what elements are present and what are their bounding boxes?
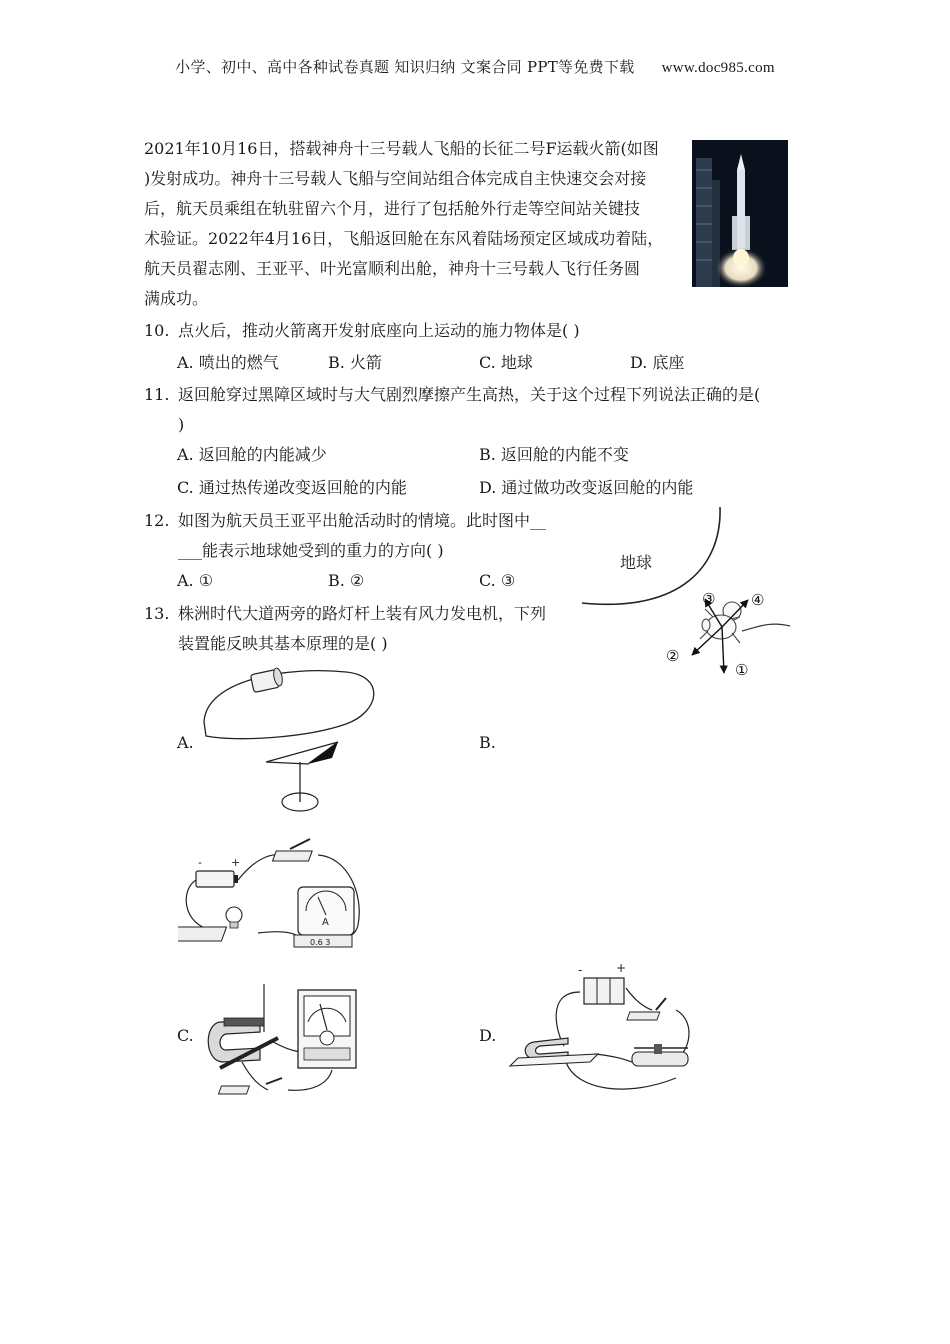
question-text-cont: ) [178,415,185,434]
q12-option-b[interactable]: B. ② [328,571,365,590]
q11-option-d[interactable]: D. 通过做功改变返回舱的内能 [479,478,694,497]
page-header [0,56,950,77]
svg-text:-: - [198,856,202,869]
q10-option-b[interactable]: B. 火箭 [328,353,382,372]
rocket-launch-illustration [692,140,788,287]
q11-option-c[interactable]: C. 通过热传递改变返回舱的内能 [177,478,407,497]
passage-line: 术验证。2022年4月16日，飞船返回舱在东风着陆场预定区域成功着陆， [144,229,664,248]
question-12 [144,506,574,566]
figure-a-oersted [196,660,382,818]
question-number: 12. [144,511,170,530]
battery-pack-icon [578,962,626,1004]
horseshoe-magnet-icon [510,1038,598,1066]
question-11 [144,380,804,440]
svg-text:0.6 3: 0.6 3 [310,938,331,947]
coil-icon [250,667,283,692]
horseshoe-magnet-icon [208,1018,264,1062]
header-site: www.doc985.com [661,60,775,76]
question-text: 株洲时代大道两旁的路灯杆上装有风力发电机，下列 [178,604,547,623]
astronaut-icon [700,602,741,643]
passage-line: 满成功。 [144,289,209,308]
svg-text:-: - [578,963,583,977]
ammeter-icon [294,887,354,947]
q10-option-c[interactable]: C. 地球 [479,353,533,372]
passage-line: )发射成功。神舟十三号载人飞船与空间站组合体完成自主快速交会对接 [144,169,647,188]
figure-c-generator [200,980,368,1102]
arrow-label-2: ② [666,647,680,665]
switch-icon [273,839,313,861]
question-text: 如图为航天员王亚平出舱活动时的情境。此时图中__ [178,511,547,530]
svg-text:+: + [231,856,241,869]
reading-passage [144,134,680,314]
galvanometer-icon [298,990,356,1068]
header-slogan: 小学、初中、高中各种试卷真题 知识归纳 文案合同 PPT等免费下载 [175,58,635,76]
earth-label: 地球 [620,553,653,572]
q12-option-c[interactable]: C. ③ [479,571,516,590]
q11-option-a[interactable]: A. 返回舱的内能减少 [177,445,327,464]
passage-line: 后，航天员乘组在轨驻留六个月，进行了包括舱外行走等空间站关键技 [144,199,641,218]
svg-text:A: A [322,917,329,928]
question-text-cont: 装置能反映其基本原理的是( ) [178,634,388,653]
question-10 [144,316,764,346]
q13-option-c[interactable]: C. [177,1026,194,1045]
rheostat-icon [632,1044,688,1066]
tether-line [742,624,790,631]
question-number: 10. [144,321,170,340]
q10-option-d[interactable]: D. 底座 [630,353,685,372]
figure-d-motor [506,962,696,1100]
rocket-launch-photo [692,140,788,287]
compass-needle-icon [266,742,338,811]
switch-icon [627,998,666,1020]
q10-option-a[interactable]: A. 喷出的燃气 [177,353,279,372]
question-text: 点火后，推动火箭离开发射底座向上运动的施力物体是( ) [178,321,580,340]
arrow-label-1: ① [735,661,749,679]
question-number: 13. [144,604,170,623]
arrow-label-3: ③ [702,590,716,608]
figure-b-circuit [178,835,368,953]
q13-option-a[interactable]: A. [177,733,194,752]
svg-text:+: + [616,962,627,975]
q12-astronaut-figure [572,505,794,685]
arrow-label-4: ④ [751,591,765,609]
passage-line: 航天员翟志刚、王亚平、叶光富顺利出舱，神舟十三号载人飞行任务圆 [144,259,641,278]
bulb-icon [178,907,242,941]
question-13 [144,599,574,659]
q13-option-b[interactable]: B. [479,733,496,752]
question-number: 11. [144,385,170,404]
question-text-cont: ___能表示地球她受到的重力的方向( ) [178,541,444,560]
q13-option-d[interactable]: D. [479,1026,497,1045]
battery-icon [196,856,240,887]
passage-line: 2021年10月16日，搭载神舟十三号载人飞船的长征二号F运载火箭(如图 [144,139,659,158]
q11-option-b[interactable]: B. 返回舱的内能不变 [479,445,629,464]
switch-icon [219,1078,282,1094]
question-text: 返回舱穿过黑障区域时与大气剧烈摩擦产生高热，关于这个过程下列说法正确的是( [178,385,761,404]
q12-option-a[interactable]: A. ① [177,571,214,590]
